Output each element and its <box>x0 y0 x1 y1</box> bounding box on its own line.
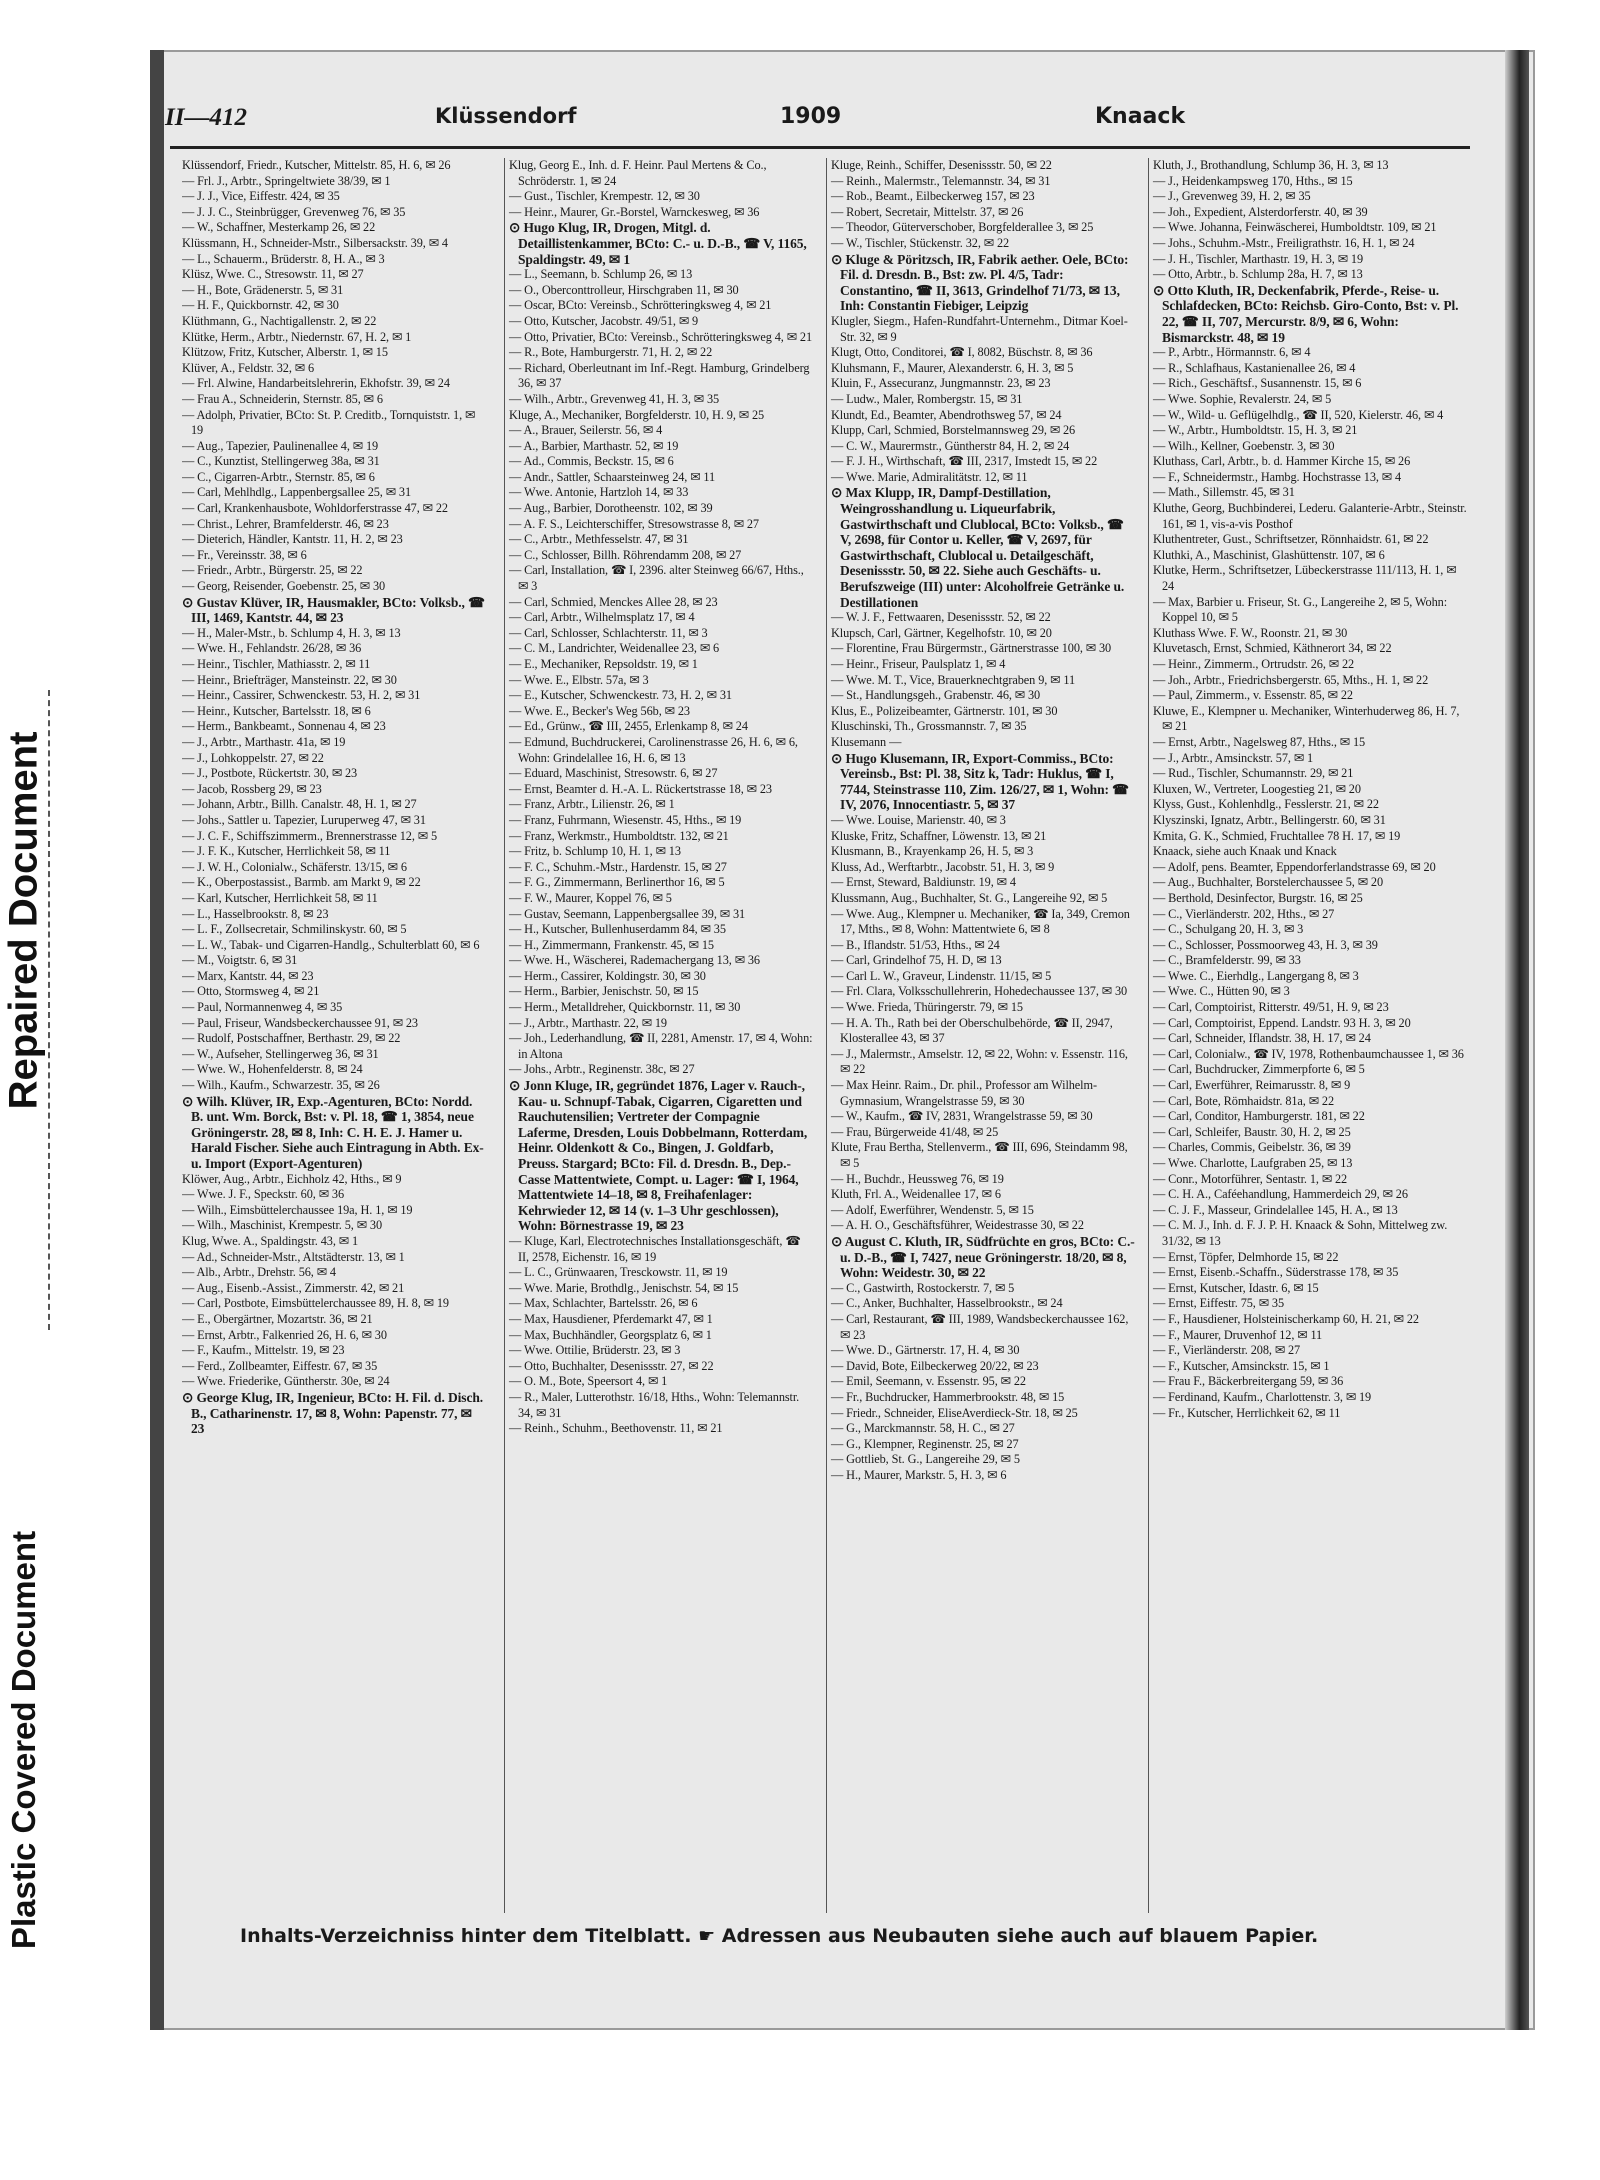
directory-entry: — Wwe. J. F., Speckstr. 60, ✉ 36 <box>182 1187 344 1202</box>
directory-entry: ⊙ August C. Kluth, IR, Südfrüchte en gros, BCto: C.- u. D.-B., ☎ I, 7427, neue Gröningerstr. 18/20, ✉ 8, Wohn: Weidestr. 30, ✉ 22 <box>831 1233 1135 1281</box>
directory-entry: — Karl, Kutscher, Herrlichkeit 58, ✉ 11 <box>182 890 378 905</box>
directory-entry: — Gustav, Seemann, Lappenbergsallee 39, ✉ 31 <box>509 906 746 921</box>
directory-entry: — Franz, Werkmstr., Humboldtstr. 132, ✉ 21 <box>509 828 729 843</box>
directory-entry: — Ferdinand, Kaufm., Charlottenstr. 3, ✉ 19 <box>1153 1389 1372 1404</box>
directory-entry: — C., Cigarren-Arbtr., Sternstr. 85, ✉ 6 <box>182 469 375 484</box>
directory-entry: — J., Arbtr., Amsinckstr. 57, ✉ 1 <box>1153 750 1314 765</box>
directory-entry: — Aug., Tapezier, Paulinenallee 4, ✉ 19 <box>182 438 379 453</box>
directory-entry: — H. A. Th., Rath bei der Oberschulbehörde, ☎ II, 2947, Klosterallee 43, ✉ 37 <box>831 1015 1113 1046</box>
directory-entry: — Carl, Ewerführer, Reimarusstr. 8, ✉ 9 <box>1153 1078 1351 1093</box>
directory-entry: — Carl, Colonialw., ☎ IV, 1978, Rothenbaumchaussee 1, ✉ 36 <box>1153 1046 1464 1061</box>
directory-entry: — W. J. F., Fettwaaren, Desenissstr. 52, ✉ 22 <box>831 610 1051 625</box>
directory-entry: — Paul, Zimmerm., v. Essenstr. 85, ✉ 22 <box>1153 688 1353 703</box>
directory-entry: — G., Marckmannstr. 58, H. C., ✉ 27 <box>831 1421 1015 1436</box>
directory-entry: — Kluge, Karl, Electrotechnisches Installationsgeschäft, ☎ II, 2578, Eichenstr. 16, ✉ 19 <box>509 1233 801 1264</box>
directory-entry: — J., Grevenweg 39, H. 2, ✉ 35 <box>1153 189 1311 204</box>
directory-entry: — F., Kaufm., Mittelstr. 19, ✉ 23 <box>182 1343 345 1358</box>
directory-entry: Kluge, A., Mechaniker, Borgfelderstr. 10, H. 9, ✉ 25 <box>509 407 765 422</box>
directory-entry: — J. C. F., Schiffszimmerm., Brennerstrasse 12, ✉ 5 <box>182 828 438 843</box>
directory-entry: — F., Maurer, Druvenhof 12, ✉ 11 <box>1153 1327 1323 1342</box>
directory-entry: Klute, Frau Bertha, Stellenverm., ☎ III, 696, Steindamm 98, ✉ 5 <box>831 1140 1128 1170</box>
directory-entry: — Frl. Clara, Volksschullehrerin, Hohedechaussee 137, ✉ 30 <box>831 984 1128 999</box>
directory-entry: — Ernst, Steward, Baldiunstr. 19, ✉ 4 <box>831 875 1016 890</box>
directory-entry: — Adolf, Ewerführer, Wendenstr. 5, ✉ 15 <box>831 1202 1034 1217</box>
directory-entry: — Wwe. Marie, Admiralitätstr. 12, ✉ 11 <box>831 469 1028 484</box>
directory-entry: — F., Vierländerstr. 208, ✉ 27 <box>1153 1343 1301 1358</box>
directory-entry: — Franz, Arbtr., Lilienstr. 26, ✉ 1 <box>509 797 675 812</box>
directory-entry: — Joh., Lederhandlung, ☎ II, 2281, Amenstr. 17, ✉ 4, Wohn: in Altona <box>509 1031 813 1061</box>
directory-entry: Klütke, Herm., Arbtr., Niedernstr. 67, H. 2, ✉ 1 <box>182 329 412 344</box>
directory-entry: — Berthold, Desinfector, Burgstr. 16, ✉ 25 <box>1153 890 1363 905</box>
directory-entry: — R., Schlafhaus, Kastanienallee 26, ✉ 4 <box>1153 360 1356 375</box>
directory-entry: — Ernst, Arbtr., Falkenried 26, H. 6, ✉ 30 <box>182 1327 387 1342</box>
directory-entry: — E., Mechaniker, Repsoldstr. 19, ✉ 1 <box>509 657 698 671</box>
directory-entry: Klugler, Siegm., Hafen-Rundfahrt-Unternehm., Ditmar Koel-Str. 32, ✉ 9 <box>831 313 1128 344</box>
directory-entry: — Herm., Cassirer, Koldingstr. 30, ✉ 30 <box>509 968 706 983</box>
directory-entry: — H., Kutscher, Bullenhuserdamm 84, ✉ 35 <box>509 922 726 937</box>
directory-entry: — Dieterich, Händler, Kantstr. 11, H. 2, ✉ 23 <box>182 532 403 547</box>
directory-entry: — C., Schulgang 20, H. 3, ✉ 3 <box>1153 922 1304 937</box>
directory-entry: — F. C., Schuhm.-Mstr., Hardenstr. 15, ✉ 27 <box>509 859 727 874</box>
directory-entry: Kluin, F., Assecuranz, Jungmannstr. 23, ✉ 23 <box>831 376 1051 391</box>
directory-entry: — Otto, Stormsweg 4, ✉ 21 <box>182 984 320 999</box>
directory-entry: — Ernst, Kutscher, Idastr. 6, ✉ 15 <box>1153 1280 1319 1295</box>
year-heading: 1909 <box>780 104 842 129</box>
directory-entry: Klüssmann, H., Schneider-Mstr., Silbersackstr. 39, ✉ 4 <box>182 235 448 250</box>
directory-entry: — Heinr., Friseur, Paulsplatz 1, ✉ 4 <box>831 657 1006 671</box>
directory-entry: — Ad., Commis, Beckstr. 15, ✉ 6 <box>509 454 674 469</box>
directory-entry: — C., Arbtr., Methfesselstr. 47, ✉ 31 <box>509 532 689 547</box>
directory-entry: — Carl, Krankenhausbote, Wohldorferstrasse 47, ✉ 22 <box>182 501 448 516</box>
directory-entry: — Theodor, Güterverschober, Borgfelderallee 3, ✉ 25 <box>831 220 1094 235</box>
directory-entry: ⊙ Max Klupp, IR, Dampf-Destillation, Weingrosshandlung u. Liqueurfabrik, Gastwirthschaft und Clublocal, BCto: Volksb., ☎ V, 2698, für Contor u. Keller, ☎ V, 2697, für Gastwirthschaft, Clublocal u. Detailgeschäft, Desenissstr. 50, ✉ 22. Siehe auch Geschäfts- u. Berufszweige (III) unter: Alcoholfreie Getränke u. Destillationen <box>831 485 1125 610</box>
page-right-edge <box>1505 50 1529 2030</box>
plastic-covered-document-text: Plastic Covered Document <box>5 1530 42 1950</box>
directory-entry: — Carl, Schmied, Menckes Allee 28, ✉ 23 <box>509 594 718 609</box>
directory-entry: — A., Barbier, Marthastr. 52, ✉ 19 <box>509 438 679 453</box>
directory-entry: — Wilh., Arbtr., Grevenweg 41, H. 3, ✉ 35 <box>509 391 720 406</box>
repaired-document-text: Repaired Document <box>1 731 46 1109</box>
directory-entry: — Heinr., Zimmerm., Ortrudstr. 26, ✉ 22 <box>1153 657 1355 671</box>
directory-entry: — Carl, Installation, ☎ I, 2396. alter Steinweg 66/67, Hths., ✉ 3 <box>509 563 804 594</box>
directory-entry: — C., Bramfelderstr. 99, ✉ 33 <box>1153 953 1301 968</box>
directory-entry: — F., Kutscher, Amsinckstr. 15, ✉ 1 <box>1153 1358 1330 1373</box>
directory-entry: — C., Schlosser, Possmoorweg 43, H. 3, ✉ 39 <box>1153 937 1378 952</box>
directory-entry: — L. F., Zollsecretair, Schmilinskystr. 60, ✉ 5 <box>182 922 407 937</box>
directory-entry: — Ernst, Beamter d. H.-A. L. Rückertstrasse 18, ✉ 23 <box>509 781 772 796</box>
directory-entry: — Johs., Arbtr., Reginenstr. 38c, ✉ 27 <box>509 1062 695 1077</box>
directory-entry: — A., Brauer, Seilerstr. 56, ✉ 4 <box>509 423 663 438</box>
directory-entry: — Carl, Arbtr., Wilhelmsplatz 17, ✉ 4 <box>509 610 695 625</box>
directory-entry: Klöwer, Aug., Arbtr., Eichholz 42, Hths., ✉ 9 <box>182 1171 402 1186</box>
directory-entry: — J., Arbtr., Marthastr. 22, ✉ 19 <box>509 1015 667 1030</box>
directory-entry: — C., Kunztist, Stellingerweg 38a, ✉ 31 <box>182 454 380 469</box>
directory-entry: — A. H. O., Geschäftsführer, Weidestrasse 30, ✉ 22 <box>831 1218 1084 1233</box>
directory-entry: — Heinr., Maurer, Gr.-Borstel, Warnckesweg, ✉ 36 <box>509 204 760 219</box>
directory-entry: — Rob., Beamt., Eilbeckerweg 157, ✉ 23 <box>831 189 1035 204</box>
directory-entry: Kluth, J., Brothandlung, Schlump 36, H. 3, ✉ 13 <box>1153 158 1389 172</box>
directory-entry: ⊙ George Klug, IR, Ingenieur, BCto: H. Fil. d. Disch. B., Catharinenstr. 17, ✉ 8, Wohn: Papenstr. 77, ✉ 23 <box>182 1389 484 1437</box>
directory-entry: — Gottlieb, St. G., Langereihe 29, ✉ 5 <box>831 1452 1020 1467</box>
directory-entry: — Fr., Vereinsstr. 38, ✉ 6 <box>182 547 307 562</box>
directory-entry: — O. M., Bote, Speersort 4, ✉ 1 <box>509 1374 668 1389</box>
directory-entry: — L., Schauerm., Brüderstr. 8, H. A., ✉ 3 <box>182 251 385 266</box>
directory-entry: — Christ., Lehrer, Bramfelderstr. 46, ✉ 23 <box>182 516 389 531</box>
directory-entry: — Wwe. Louise, Marienstr. 40, ✉ 3 <box>831 812 1006 827</box>
directory-entry: Kluske, Fritz, Schaffner, Löwenstr. 13, ✉ 21 <box>831 828 1047 843</box>
directory-entry: — Herm., Barbier, Jenischstr. 50, ✉ 15 <box>509 984 699 999</box>
directory-entry: — C., Vierländerstr. 202, Hths., ✉ 27 <box>1153 906 1335 921</box>
directory-entry: Kluss, Ad., Werftarbtr., Jacobstr. 51, H. 3, ✉ 9 <box>831 859 1055 874</box>
directory-entry: — J. H., Tischler, Marthastr. 19, H. 3, ✉ 19 <box>1153 251 1364 266</box>
directory-entry: — Ed., Grünw., ☎ III, 2455, Erlenkamp 8, ✉ 24 <box>509 719 748 734</box>
directory-entry: — Otto, Kutscher, Jacobstr. 49/51, ✉ 9 <box>509 313 699 328</box>
directory-entry: — C. M., Landrichter, Weidenallee 23, ✉ 6 <box>509 641 720 656</box>
directory-entry: — C., Anker, Buchhalter, Hasselbrookstr., ✉ 24 <box>831 1296 1063 1311</box>
directory-entry: — Wilh., Kellner, Goebenstr. 3, ✉ 30 <box>1153 438 1335 453</box>
directory-entry: — Wwe. Sophie, Revalerstr. 24, ✉ 5 <box>1153 391 1332 406</box>
directory-entry: — Adolf, pens. Beamter, Eppendorferlandstrasse 69, ✉ 20 <box>1153 859 1436 874</box>
directory-entry: — Franz, Fuhrmann, Wiesenstr. 45, Hths., ✉ 19 <box>509 812 742 827</box>
directory-entry: — Conr., Motorführer, Sentastr. 1, ✉ 22 <box>1153 1171 1348 1186</box>
directory-entry: Kluge, Reinh., Schiffer, Desenissstr. 50, ✉ 22 <box>831 158 1052 172</box>
directory-entry: Klupp, Carl, Schmied, Borstelmannsweg 29, ✉ 26 <box>831 423 1076 438</box>
directory-entry: — Wwe. W., Hohenfelderstr. 8, ✉ 24 <box>182 1062 363 1077</box>
directory-entry: — J. F. K., Kutscher, Herrlichkeit 58, ✉ 11 <box>182 844 391 859</box>
directory-entry: — Fr., Kutscher, Herrlichkeit 62, ✉ 11 <box>1153 1405 1341 1420</box>
directory-entry: — J., Arbtr., Marthastr. 41a, ✉ 19 <box>182 734 346 749</box>
directory-entry: — H., Bote, Grädenerstr. 5, ✉ 31 <box>182 282 344 297</box>
directory-entry: — H. F., Quickbornstr. 42, ✉ 30 <box>182 298 339 313</box>
directory-entry: — Max, Buchhändler, Georgsplatz 6, ✉ 1 <box>509 1327 712 1342</box>
directory-entry: — E., Kutscher, Schwenckestr. 73, H. 2, ✉ 31 <box>509 688 732 703</box>
directory-entry: Kluthass, Carl, Arbtr., b. d. Hammer Kirche 15, ✉ 26 <box>1153 454 1411 469</box>
directory-entry: — Heinr., Briefträger, Mansteinstr. 22, ✉ 30 <box>182 672 397 687</box>
directory-entry: Klus, E., Polizeibeamter, Gärtnerstr. 101, ✉ 30 <box>831 703 1058 718</box>
directory-entry: — Carl, Comptoirist, Ritterstr. 49/51, H. 9, ✉ 23 <box>1153 1000 1389 1015</box>
directory-entry: — W., Arbtr., Humboldtstr. 15, H. 3, ✉ 21 <box>1153 423 1358 438</box>
directory-entry: Klutke, Herm., Schriftsetzer, Lübeckerstrasse 111/113, H. 1, ✉ 24 <box>1153 563 1457 594</box>
directory-entry: Klusmann, B., Krayenkamp 26, H. 5, ✉ 3 <box>831 844 1034 859</box>
directory-entry: ⊙ Hugo Klusemann, IR, Export-Commiss., BCto: Vereinsb., Bst: Pl. 38, Sitz k, Tadr: Huklus, ☎ I, 7744, Steinstrasse 110, Zim. 126/27, ✉ 1, Wohn: ☎ IV, 2076, Innocentiastr. 5, ✉ 37 <box>831 750 1129 813</box>
directory-entry: — F., Hausdiener, Holsteinischerkamp 60, H. 21, ✉ 22 <box>1153 1311 1419 1326</box>
directory-entry: — F. J. H., Wirthschaft, ☎ III, 2317, Imstedt 15, ✉ 22 <box>831 454 1098 469</box>
directory-entry: — Carl, Postbote, Eimsbüttelerchaussee 89, H. 8, ✉ 19 <box>182 1296 449 1311</box>
directory-entry: — R., Maler, Lutterothstr. 16/18, Hths., Wohn: Telemannstr. 34, ✉ 31 <box>509 1389 800 1420</box>
directory-entry: — Carl, Restaurant, ☎ III, 1989, Wandsbeckerchaussee 162, ✉ 23 <box>831 1311 1129 1342</box>
directory-entry: — B., Iflandstr. 51/53, Hths., ✉ 24 <box>831 937 1000 952</box>
directory-entry: Klug, Wwe. A., Spaldingstr. 43, ✉ 1 <box>182 1233 358 1248</box>
directory-entry: — Aug., Buchhalter, Borstelerchaussee 5, ✉ 20 <box>1153 875 1384 890</box>
directory-entry: Knaack, siehe auch Knaak und Knack <box>1153 844 1337 859</box>
directory-entry: — Carl, Bote, Römhaidstr. 81a, ✉ 22 <box>1153 1093 1334 1108</box>
directory-entry: — Carl, Grindelhof 75, H. D, ✉ 13 <box>831 953 1002 968</box>
directory-entry: — Wwe. C., Eierhdlg., Langergang 8, ✉ 3 <box>1153 968 1359 983</box>
directory-entry: — Johann, Arbtr., Billh. Canalstr. 48, H. 1, ✉ 27 <box>182 797 417 812</box>
directory-entry: ⊙ Kluge & Pöritzsch, IR, Fabrik aether. Oele, BCto: Fil. d. Dresdn. B., Bst: zw. Pl. 4/5, Tadr: Constantino, ☎ II, 3613, Grindelhof 71/73, ✉ 13, Inh: Constantin Fiebiger, Leipzig <box>831 251 1129 314</box>
directory-entry: Klüssendorf, Friedr., Kutscher, Mittelstr. 85, H. 6, ✉ 26 <box>182 158 451 172</box>
directory-entry: — Adolph, Privatier, BCto: St. P. Creditb., Tornquiststr. 1, ✉ 19 <box>182 407 476 438</box>
directory-entry: — Ernst, Arbtr., Nagelsweg 87, Hths., ✉ 15 <box>1153 734 1366 749</box>
directory-entry: — J., Malermstr., Amselstr. 12, ✉ 22, Wohn: v. Essenstr. 116, ✉ 22 <box>831 1046 1128 1077</box>
directory-entry: — Wwe. Marie, Brothdlg., Jenischstr. 54, ✉ 15 <box>509 1280 739 1295</box>
directory-entry: — R., Bote, Hamburgerstr. 71, H. 2, ✉ 22 <box>509 345 713 360</box>
directory-entry: — F. W., Maurer, Koppel 76, ✉ 5 <box>509 890 672 905</box>
directory-entry: — L., Seemann, b. Schlump 26, ✉ 13 <box>509 267 693 282</box>
directory-entry: Klugt, Otto, Conditorei, ☎ I, 8082, Büschstr. 8, ✉ 36 <box>831 345 1093 360</box>
directory-entry: — Johs., Schuhm.-Mstr., Freiligrathstr. 16, H. 1, ✉ 24 <box>1153 235 1415 250</box>
directory-entry: — J. W. H., Colonialw., Schäferstr. 13/15, ✉ 6 <box>182 859 407 874</box>
directory-entry: — Gust., Tischler, Krempestr. 12, ✉ 30 <box>509 189 700 204</box>
directory-entry: — Wwe. Antonie, Hartzloh 14, ✉ 33 <box>509 485 689 500</box>
directory-entry: — Ludw., Maler, Rombergstr. 15, ✉ 31 <box>831 391 1023 406</box>
directory-entry: — C. M. J., Inh. d. F. J. P. H. Knaack & Sohn, Mittelweg zw. 31/32, ✉ 13 <box>1153 1218 1448 1248</box>
directory-column-1 <box>182 158 487 1913</box>
directory-entry: — Friedr., Arbtr., Bürgerstr. 25, ✉ 22 <box>182 563 363 578</box>
directory-entry: — L. W., Tabak- und Cigarren-Handlg., Schulterblatt 60, ✉ 6 <box>182 937 480 952</box>
directory-entry: — C. H. A., Caféehandlung, Hammerdeich 29, ✉ 26 <box>1153 1187 1408 1202</box>
directory-entry: — Wwe. M. T., Vice, Brauerknechtgraben 9, ✉ 11 <box>831 672 1076 687</box>
directory-entry: — Wilh., Eimsbüttelerchaussee 19a, H. 1, ✉ 19 <box>182 1202 413 1217</box>
directory-entry: — Fr., Buchdrucker, Hammerbrookstr. 48, ✉ 15 <box>831 1389 1065 1404</box>
directory-entry: — Wwe. H., Wäscherei, Rademachergang 13, ✉ 36 <box>509 953 760 968</box>
directory-entry: — H., Buchdr., Heussweg 76, ✉ 19 <box>831 1171 1004 1186</box>
directory-entry: ⊙ Otto Kluth, IR, Deckenfabrik, Pferde-, Reise- u. Schlafdecken, BCto: Reichsb. Giro-Conto, Bst: v. Pl. 22, ☎ II, 707, Mercurstr. 8/9, ✉ 6, Wohn: Bismarckstr. 48, ✉ 19 <box>1153 282 1459 345</box>
directory-entry: — Joh., Expedient, Alsterdorferstr. 40, ✉ 39 <box>1153 204 1368 219</box>
directory-entry: — Edmund, Buchdruckerei, Carolinenstrasse 26, H. 6, ✉ 6, Wohn: Grindelallee 16, H. 6, ✉ 13 <box>509 734 798 765</box>
directory-entry: — G., Klempner, Reginenstr. 25, ✉ 27 <box>831 1436 1019 1451</box>
directory-entry: — Heinr., Kutscher, Bartelsstr. 18, ✉ 6 <box>182 703 371 718</box>
directory-entry: — Max, Hausdiener, Pferdemarkt 47, ✉ 1 <box>509 1311 713 1326</box>
page-header <box>165 100 1465 140</box>
directory-entry: — Wwe. Charlotte, Laufgraben 25, ✉ 13 <box>1153 1156 1353 1170</box>
directory-entry: — Eduard, Maschinist, Stresowstr. 6, ✉ 27 <box>509 766 718 781</box>
directory-entry: — L. C., Grünwaaren, Tresckowstr. 11, ✉ 19 <box>509 1265 728 1280</box>
directory-entry: — Frl. J., Arbtr., Springeltwiete 38/39, ✉ 1 <box>182 173 391 188</box>
directory-entry: — Heinr., Cassirer, Schwenckestr. 53, H. 2, ✉ 31 <box>182 688 421 703</box>
directory-entry: Klüver, A., Feldstr. 32, ✉ 6 <box>182 360 315 375</box>
directory-entry: — Ferd., Zollbeamter, Eiffestr. 67, ✉ 35 <box>182 1358 378 1373</box>
directory-entry: — Richard, Oberleutnant im Inf.-Regt. Hamburg, Grindelberg 36, ✉ 37 <box>509 360 810 391</box>
directory-entry: ⊙ Gustav Klüver, IR, Hausmakler, BCto: Volksb., ☎ III, 1469, Kantstr. 44, ✉ 23 <box>182 594 485 626</box>
directory-entry: — Max, Barbier u. Friseur, St. G., Langereihe 2, ✉ 5, Wohn: Koppel 10, ✉ 5 <box>1153 594 1448 625</box>
directory-entry: — H., Maurer, Markstr. 5, H. 3, ✉ 6 <box>831 1467 1007 1482</box>
directory-entry: ⊙ Wilh. Klüver, IR, Exp.-Agenturen, BCto: Nordd. B. unt. Wm. Borck, Bst: v. Pl. 18, ☎ 1, 3854, neue Gröningerstr. 28, ✉ 8, Inh: C. H. E. J. Hamer u. Harald Fischer. Siehe auch Eintragung in Abth. Ex- u. Import (Export-Agenturen) <box>182 1093 484 1171</box>
directory-entry: — Frau, Bürgerweide 41/48, ✉ 25 <box>831 1124 999 1139</box>
directory-entry: — W., Schaffner, Mesterkamp 26, ✉ 22 <box>182 220 376 235</box>
directory-entry: — Wilh., Maschinist, Krempestr. 5, ✉ 30 <box>182 1218 383 1233</box>
directory-entry: Kluschinski, Th., Grossmannstr. 7, ✉ 35 <box>831 719 1027 734</box>
directory-entry: — Frl. Alwine, Handarbeitslehrerin, Ekhofstr. 39, ✉ 24 <box>182 376 450 391</box>
directory-entry: — Wilh., Kaufm., Schwarzestr. 35, ✉ 26 <box>182 1078 380 1093</box>
directory-entry: Klupsch, Carl, Gärtner, Kegelhofstr. 10, ✉ 20 <box>831 625 1052 640</box>
directory-entry: — Wwe. Friederike, Güntherstr. 30e, ✉ 24 <box>182 1374 390 1389</box>
directory-entry: — Carl, Schlosser, Schlachterstr. 11, ✉ 3 <box>509 625 708 640</box>
directory-entry: — Carl, Schneider, Iflandstr. 38, H. 17, ✉ 24 <box>1153 1031 1371 1046</box>
directory-entry: Klusemann — <box>831 734 902 749</box>
directory-entry: — Robert, Secretair, Mittelstr. 37, ✉ 26 <box>831 204 1024 219</box>
directory-entry: — J., Heidenkampsweg 170, Hths., ✉ 15 <box>1153 173 1353 188</box>
directory-entry: Kluthass Wwe. F. W., Roonstr. 21, ✉ 30 <box>1153 625 1348 640</box>
directory-entry: Klyszinski, Ignatz, Arbtr., Bellingerstr. 60, ✉ 31 <box>1153 812 1386 827</box>
directory-entry: — E., Obergärtner, Mozartstr. 36, ✉ 21 <box>182 1311 373 1326</box>
directory-entry: — Carl, Comptoirist, Eppend. Landstr. 93 H. 3, ✉ 20 <box>1153 1015 1411 1030</box>
directory-entry: — Math., Sillemstr. 45, ✉ 31 <box>1153 485 1295 500</box>
directory-entry: — M., Voigtstr. 6, ✉ 31 <box>182 953 298 968</box>
directory-entry: — Frau F., Bäckerbreitergang 59, ✉ 36 <box>1153 1374 1344 1389</box>
first-entry-heading: Klüssendorf <box>435 104 577 128</box>
directory-entry: — Rich., Geschäftsf., Susannenstr. 15, ✉ 6 <box>1153 376 1362 391</box>
directory-entry: — J., Postbote, Rückertstr. 30, ✉ 23 <box>182 766 358 781</box>
directory-entry: — Paul, Normannenweg 4, ✉ 35 <box>182 1000 343 1015</box>
directory-entry: — W., Wild- u. Geflügelhdlg., ☎ II, 520, Kielerstr. 46, ✉ 4 <box>1153 407 1444 422</box>
directory-entry: Kluthe, Georg, Buchbinderei, Lederu. Galanterie-Arbtr., Steinstr. 161, ✉ 1, vis-a-vis Posthof <box>1153 501 1467 531</box>
directory-entry: — Rud., Tischler, Schumannstr. 29, ✉ 21 <box>1153 766 1354 781</box>
directory-entry: Kluthki, A., Maschinist, Glashüttenstr. 107, ✉ 6 <box>1153 547 1385 562</box>
page-number: II—412 <box>165 104 247 131</box>
directory-entry: — Emil, Seemann, v. Essenstr. 95, ✉ 22 <box>831 1374 1026 1389</box>
directory-entry: — C., Schlosser, Billh. Röhrendamm 208, ✉ 27 <box>509 547 742 562</box>
directory-column-2 <box>504 158 814 1913</box>
side-dashed-divider <box>48 690 50 1330</box>
directory-entry: — Ad., Schneider-Mstr., Altstädterstr. 13, ✉ 1 <box>182 1249 405 1264</box>
directory-entry: — Georg, Reisender, Goebenstr. 25, ✉ 30 <box>182 579 386 594</box>
directory-entry: — Wwe. E., Becker's Weg 56b, ✉ 23 <box>509 703 690 718</box>
directory-entry: Klüsz, Wwe. C., Stresowstr. 11, ✉ 27 <box>182 267 364 282</box>
last-entry-heading: Knaack <box>1095 104 1186 129</box>
directory-entry: Klyss, Gust., Kohlenhdlg., Fesslerstr. 21, ✉ 22 <box>1153 797 1379 812</box>
directory-entry: — A. F. S., Leichterschiffer, Stresowstrasse 8, ✉ 27 <box>509 516 759 531</box>
directory-entry: — Rudolf, Postschaffner, Berthastr. 29, ✉ 22 <box>182 1031 401 1046</box>
directory-entry: — Aug., Barbier, Dorotheenstr. 102, ✉ 39 <box>509 501 713 516</box>
directory-entry: — Carl L. W., Graveur, Lindenstr. 11/15, ✉ 5 <box>831 968 1052 983</box>
directory-entry: — O., Oberconttrolleur, Hirschgraben 11, ✉ 30 <box>509 282 739 297</box>
directory-entry: — Marx, Kantstr. 44, ✉ 23 <box>182 968 314 983</box>
directory-entry: — Joh., Arbtr., Friedrichsbergerstr. 65, Mths., H. 1, ✉ 22 <box>1153 672 1429 687</box>
directory-entry: — Herm., Bankbeamt., Sonnenau 4, ✉ 23 <box>182 719 386 734</box>
directory-entry: — Heinr., Tischler, Mathiasstr. 2, ✉ 11 <box>182 657 371 671</box>
directory-entry: — Ernst, Eiffestr. 75, ✉ 35 <box>1153 1296 1285 1311</box>
directory-entry: — Andr., Sattler, Schaarsteinweg 24, ✉ 11 <box>509 469 716 484</box>
directory-entry: — Carl, Mehlhdlg., Lappenbergsallee 25, ✉ 31 <box>182 485 412 500</box>
repaired-document-label <box>0 640 48 1200</box>
directory-entry: — David, Bote, Eilbeckerweg 20/22, ✉ 23 <box>831 1358 1039 1373</box>
directory-entry: — Wwe. Aug., Klempner u. Mechaniker, ☎ Ia, 349, Cremon 17, Mths., ✉ 8, Wohn: Mattentwiete 6, ✉ 8 <box>831 906 1130 937</box>
directory-entry: — Wwe. Frieda, Thüringerstr. 79, ✉ 15 <box>831 1000 1023 1015</box>
directory-entry: — L., Hasselbrookstr. 8, ✉ 23 <box>182 906 329 921</box>
directory-entry: — W., Aufseher, Stellingerweg 36, ✉ 31 <box>182 1046 379 1061</box>
directory-entry: Klützow, Fritz, Kutscher, Alberstr. 1, ✉ 15 <box>182 345 388 360</box>
directory-entry: — W., Kaufm., ☎ IV, 2831, Wrangelstrasse 59, ✉ 30 <box>831 1109 1093 1124</box>
directory-entry: Klussmann, Aug., Buchhalter, St. G., Langereihe 92, ✉ 5 <box>831 890 1108 905</box>
directory-entry: Kluxen, W., Vertreter, Loogestieg 21, ✉ 20 <box>1153 781 1361 796</box>
directory-entry: — Johs., Sattler u. Tapezier, Luruperweg 47, ✉ 31 <box>182 812 426 827</box>
directory-entry: — Otto, Privatier, BCto: Vereinsb., Schrötteringksweg 4, ✉ 21 <box>509 329 813 344</box>
directory-entry: — Paul, Friseur, Wandsbeckerchaussee 91, ✉ 23 <box>182 1015 418 1030</box>
header-rule <box>170 146 1470 149</box>
directory-entry: — Otto, Buchhalter, Desenissstr. 27, ✉ 22 <box>509 1358 714 1373</box>
directory-entry: — P., Arbtr., Hörmannstr. 6, ✉ 4 <box>1153 345 1311 360</box>
directory-entry: Klug, Georg E., Inh. d. F. Heinr. Paul Mertens & Co., Schröderstr. 1, ✉ 24 <box>509 158 767 188</box>
directory-column-4 <box>1148 158 1471 1913</box>
directory-entry: — Ernst, Eisenb.-Schaffn., Süderstrasse 178, ✉ 35 <box>1153 1265 1399 1280</box>
directory-entry: — F., Schneidermstr., Hambg. Hochstrasse 13, ✉ 4 <box>1153 469 1402 484</box>
directory-entry: — St., Handlungsgeh., Grabenstr. 46, ✉ 30 <box>831 688 1041 703</box>
directory-entry: Kluvetasch, Ernst, Schmied, Käthnerort 34, ✉ 22 <box>1153 641 1392 656</box>
directory-entry: — Charles, Commis, Geibelstr. 36, ✉ 39 <box>1153 1140 1351 1155</box>
directory-entry: — Reinh., Malermstr., Telemannstr. 34, ✉ 31 <box>831 173 1051 188</box>
page-left-edge <box>150 50 164 2030</box>
directory-entry: — Florentine, Frau Bürgermstr., Gärtnerstrasse 100, ✉ 30 <box>831 641 1112 656</box>
directory-entry: — Ernst, Töpfer, Delmhorde 15, ✉ 22 <box>1153 1249 1339 1264</box>
directory-entry: — Carl, Schleifer, Baustr. 30, H. 2, ✉ 25 <box>1153 1124 1351 1139</box>
page-footer: Inhalts-Verzeichniss hinter dem Titelblatt. ☛ Adressen aus Neubauten siehe auch auf blauem Papier. <box>240 1925 1319 1947</box>
directory-entry: Kluth, Frl. A., Weidenallee 17, ✉ 6 <box>831 1187 1001 1202</box>
directory-entry: ⊙ Jonn Kluge, IR, gegründet 1876, Lager v. Rauch-, Kau- u. Schnupf-Tabak, Cigarren, Cigaretten und Rauchutensilien; Vertreter der Compagnie Laferme, Dresden, Louis Dobbelmann, Rotterdam, Heinr. Oldenkott & Co., Bingen, J. Goldfarb, Preuss. Stargard; BCto: Fil. d. Dresdn. B., Dep.-Casse Mattentwiete, Compt. u. Lager: ☎ I, 1964, Mattentwiete 14–18, ✉ 8, Freihafenlager: Kehrwieder 12, ✉ 14 (v. 1–3 Uhr geschlossen), Wohn: Börnestrasse 19, ✉ 23 <box>509 1078 808 1234</box>
directory-entry: — W., Tischler, Stückenstr. 32, ✉ 22 <box>831 235 1010 250</box>
directory-entry: Kmita, G. K., Schmied, Fruchtallee 78 H. 17, ✉ 19 <box>1153 828 1401 843</box>
directory-entry: — Reinh., Schuhm., Beethovenstr. 11, ✉ 21 <box>509 1421 723 1436</box>
directory-entry: — C., Gastwirth, Rostockerstr. 7, ✉ 5 <box>831 1280 1015 1295</box>
directory-entry: — Wwe. Ottilie, Brüderstr. 23, ✉ 3 <box>509 1343 681 1358</box>
directory-entry: ⊙ Hugo Klug, IR, Drogen, Mitgl. d. Detaillistenkammer, BCto: C.- u. D.-B., ☎ V, 1165, Spaldingstr. 49, ✉ 1 <box>509 220 807 267</box>
directory-entry: — F. G., Zimmermann, Berlinerthor 16, ✉ 5 <box>509 875 725 890</box>
directory-columns <box>182 158 1470 1913</box>
directory-column-3 <box>826 158 1136 1913</box>
directory-entry: — Friedr., Schneider, EliseAverdieck-Str. 18, ✉ 25 <box>831 1405 1078 1420</box>
directory-entry: — H., Maler-Mstr., b. Schlump 4, H. 3, ✉ 13 <box>182 625 401 640</box>
directory-entry: — J. J. C., Steinbrügger, Grevenweg 76, ✉ 35 <box>182 204 406 219</box>
directory-entry: — J., Lohkoppelstr. 27, ✉ 22 <box>182 750 324 765</box>
directory-entry: — Jacob, Rossberg 29, ✉ 23 <box>182 781 322 796</box>
directory-entry: — Wwe. C., Hütten 90, ✉ 3 <box>1153 984 1290 999</box>
directory-entry: — K., Oberpostassist., Barmb. am Markt 9, ✉ 22 <box>182 875 421 890</box>
plastic-covered-document-label <box>0 1300 48 2180</box>
directory-entry: — Aug., Eisenb.-Assist., Zimmerstr. 42, ✉ 21 <box>182 1280 405 1295</box>
directory-entry: — Max Heinr. Raim., Dr. phil., Professor am Wilhelm-Gymnasium, Wrangelstrasse 59, ✉ 30 <box>831 1078 1097 1108</box>
directory-entry: Klüthmann, G., Nachtigallenstr. 2, ✉ 22 <box>182 313 377 328</box>
directory-entry: — Frau A., Schneiderin, Sternstr. 85, ✉ 6 <box>182 391 383 406</box>
directory-entry: — Wwe. D., Gärtnerstr. 17, H. 4, ✉ 30 <box>831 1343 1020 1358</box>
directory-entry: Klundt, Ed., Beamter, Abendrothsweg 57, ✉ 24 <box>831 407 1062 422</box>
directory-entry: — Alb., Arbtr., Drehstr. 56, ✉ 4 <box>182 1265 336 1280</box>
directory-entry: Kluwe, E., Klempner u. Mechaniker, Winterhuderweg 86, H. 7, ✉ 21 <box>1153 703 1460 734</box>
directory-entry: — Fritz, b. Schlump 10, H. 1, ✉ 13 <box>509 844 681 859</box>
directory-entry: — Carl, Conditor, Hamburgerstr. 181, ✉ 22 <box>1153 1109 1365 1124</box>
directory-entry: Kluthentreter, Gust., Schriftsetzer, Rönnhaidstr. 61, ✉ 22 <box>1153 532 1429 547</box>
directory-entry: — Wwe. E., Elbstr. 57a, ✉ 3 <box>509 672 649 687</box>
directory-entry: — Wwe. Johanna, Feinwäscherei, Humboldtstr. 109, ✉ 21 <box>1153 220 1437 235</box>
directory-entry: Kluhsmann, F., Maurer, Alexanderstr. 6, H. 3, ✉ 5 <box>831 360 1074 375</box>
directory-entry: — Herm., Metalldreher, Quickbornstr. 11, ✉ 30 <box>509 1000 741 1015</box>
directory-entry: — Oscar, BCto: Vereinsb., Schrötteringksweg 4, ✉ 21 <box>509 298 772 313</box>
directory-entry: — C. W., Maurermstr., Güntherstr 84, H. 2, ✉ 24 <box>831 438 1070 453</box>
directory-entry: — Max, Schlachter, Bartelsstr. 26, ✉ 6 <box>509 1296 698 1311</box>
directory-entry: — J. J., Vice, Eiffestr. 424, ✉ 35 <box>182 189 340 204</box>
directory-entry: — C. J. F., Masseur, Grindelallee 145, H. A., ✉ 13 <box>1153 1202 1398 1217</box>
directory-entry: — Carl, Buchdrucker, Zimmerpforte 6, ✉ 5 <box>1153 1062 1365 1077</box>
directory-entry: — Otto, Arbtr., b. Schlump 28a, H. 7, ✉ 13 <box>1153 267 1363 282</box>
directory-entry: — Wwe. H., Fehlandstr. 26/28, ✉ 36 <box>182 641 362 656</box>
directory-entry: — H., Zimmermann, Frankenstr. 45, ✉ 15 <box>509 937 714 952</box>
